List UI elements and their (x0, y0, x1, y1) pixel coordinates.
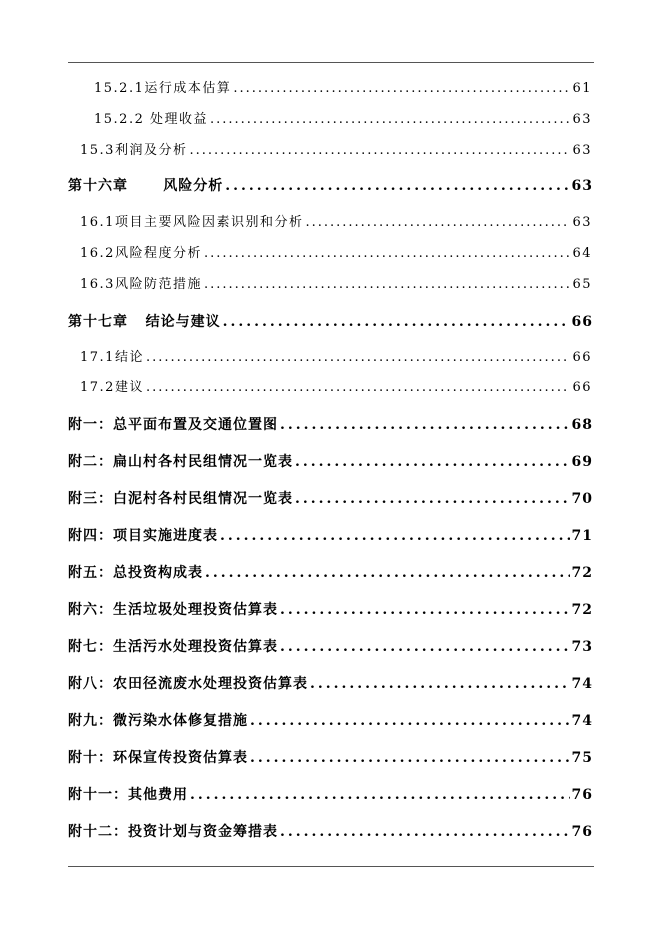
toc-appendix-entry[interactable] (68, 415, 593, 435)
toc-entry-title: 附三：白泥村各村民组情况一览表 (68, 491, 293, 507)
dot-leader (280, 637, 570, 657)
toc-entry-page: 72 (571, 602, 593, 618)
toc-entry[interactable] (94, 110, 592, 130)
toc-appendix-entry[interactable] (68, 600, 593, 620)
toc-entry-page: 64 (572, 246, 592, 261)
toc-appendix-entry[interactable] (68, 452, 593, 472)
toc-entry-page: 63 (571, 178, 593, 194)
dot-leader (190, 785, 570, 805)
toc-appendix-entry[interactable] (68, 526, 593, 546)
dot-leader (280, 600, 570, 620)
dot-leader (220, 526, 570, 546)
dot-leader (250, 711, 570, 731)
dot-leader (225, 176, 569, 196)
toc-entry-page: 65 (572, 277, 592, 292)
dot-leader (280, 822, 570, 842)
footer-rule (68, 866, 594, 867)
toc-entry[interactable] (80, 348, 592, 368)
toc-entry-title: 附七：生活污水处理投资估算表 (68, 639, 278, 655)
toc-appendix-entry[interactable] (68, 563, 593, 583)
toc-appendix-entry[interactable] (68, 785, 593, 805)
toc-entry-page: 71 (571, 528, 593, 544)
dot-leader (205, 563, 570, 583)
toc-appendix-entry[interactable] (68, 489, 593, 509)
toc-entry-page: 63 (572, 112, 592, 127)
toc-appendix-entry[interactable] (68, 822, 593, 842)
toc-appendix-entry[interactable] (68, 674, 593, 694)
dot-leader (204, 244, 571, 264)
toc-entry-page: 76 (571, 787, 593, 803)
toc-entry[interactable] (80, 213, 592, 233)
toc-entry-page: 75 (571, 750, 593, 766)
dot-leader (146, 378, 571, 398)
toc-chapter-entry[interactable] (68, 176, 593, 196)
dot-leader (295, 452, 570, 472)
toc-entry[interactable] (80, 378, 592, 398)
toc-entry-title: 15.3利润及分析 (80, 143, 188, 158)
toc-chapter-entry[interactable] (68, 312, 593, 332)
toc-entry[interactable] (80, 244, 592, 264)
dot-leader (310, 674, 570, 694)
toc-entry-page: 68 (571, 417, 593, 433)
toc-entry-title: 附九：微污染水体修复措施 (68, 713, 248, 729)
toc-entry-title: 附五：总投资构成表 (68, 565, 203, 581)
dot-leader (210, 110, 570, 130)
toc-entry-page: 66 (572, 350, 592, 365)
dot-leader (305, 213, 570, 233)
toc-entry-page: 74 (571, 676, 593, 692)
toc-entry[interactable] (80, 275, 592, 295)
toc-entry-page: 63 (572, 215, 592, 230)
toc-entry-page: 63 (572, 143, 592, 158)
toc-entry[interactable] (80, 141, 592, 161)
toc-entry-title: 附一：总平面布置及交通位置图 (68, 417, 278, 433)
toc-entry-page: 74 (571, 713, 593, 729)
toc-entry-title: 17.2建议 (80, 380, 144, 395)
toc-entry-title: 附十：环保宣传投资估算表 (68, 750, 248, 766)
toc-entry-title: 17.1结论 (80, 350, 144, 365)
toc-entry-title: 15.2.2 处理收益 (94, 112, 208, 127)
toc-entry-title: 第十七章 结论与建议 (68, 314, 221, 330)
toc-appendix-entry[interactable] (68, 711, 593, 731)
dot-leader (189, 141, 570, 161)
dot-leader (204, 275, 571, 295)
toc-entry-title: 附八：农田径流废水处理投资估算表 (68, 676, 308, 692)
dot-leader (146, 348, 571, 368)
dot-leader (295, 489, 570, 509)
toc-appendix-entry[interactable] (68, 637, 593, 657)
toc-entry-title: 附四：项目实施进度表 (68, 528, 218, 544)
toc-entry-title: 16.3风险防范措施 (80, 277, 202, 292)
toc-entry-page: 66 (571, 314, 593, 330)
toc-entry-page: 66 (572, 380, 592, 395)
toc-entry-title: 第十六章 风险分析 (68, 178, 224, 194)
toc-entry-title: 15.2.1运行成本估算 (94, 81, 232, 96)
toc-entry-title: 附六：生活垃圾处理投资估算表 (68, 602, 278, 618)
toc-entry-title: 附十二：投资计划与资金筹措表 (68, 824, 278, 840)
toc-entry-title: 附十一：其他费用 (68, 787, 188, 803)
dot-leader (233, 79, 570, 99)
dot-leader (280, 415, 570, 435)
toc-appendix-entry[interactable] (68, 748, 593, 768)
dot-leader (250, 748, 570, 768)
toc-entry-page: 72 (571, 565, 593, 581)
toc-entry[interactable] (94, 79, 592, 99)
toc-entry-page: 69 (571, 454, 593, 470)
toc-entry-page: 70 (571, 491, 593, 507)
toc-entry-title: 16.1项目主要风险因素识别和分析 (80, 215, 304, 230)
toc-entry-page: 76 (571, 824, 593, 840)
toc-entry-page: 73 (571, 639, 593, 655)
toc-entry-page: 61 (572, 81, 592, 96)
toc-entry-title: 16.2风险程度分析 (80, 246, 202, 261)
dot-leader (223, 312, 570, 332)
header-rule (68, 62, 594, 63)
toc-entry-title: 附二：扁山村各村民组情况一览表 (68, 454, 293, 470)
